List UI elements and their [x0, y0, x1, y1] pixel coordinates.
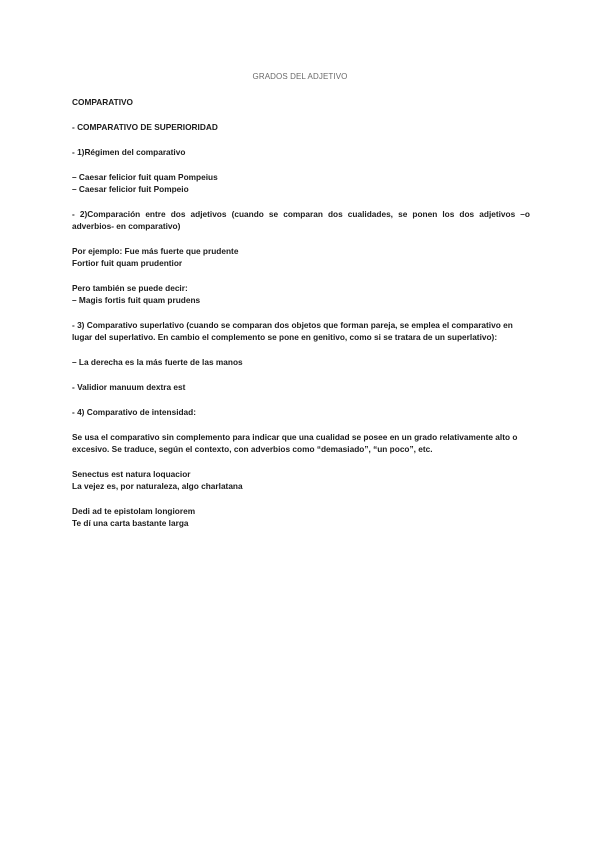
- item3-example: – La derecha es la más fuerte de las manos: [72, 357, 243, 367]
- item1-heading: - 1)Régimen del comparativo: [72, 147, 186, 157]
- section-heading: COMPARATIVO: [72, 97, 133, 107]
- item1-example-2: – Caesar felicior fuit Pompeio: [72, 184, 189, 194]
- item1-example-1: – Caesar felicior fuit quam Pompeius: [72, 172, 218, 182]
- example-intro: Por ejemplo: Fue más fuerte que prudente: [72, 246, 239, 256]
- example4a-latin: Senectus est natura loquacior: [72, 469, 191, 479]
- item3-latin: - Validior manuum dextra est: [72, 382, 186, 392]
- example4a-translation: La vejez es, por naturaleza, algo charlatana: [72, 481, 243, 491]
- item4-text: Se usa el comparativo sin complemento para indicar que una cualidad se posee en un grado relativamente alto o excesivo. Se traduce, según el contexto, con adverbios como “demasiado”, “un poco”, etc.: [72, 432, 518, 454]
- item2-text: - 2)Comparación entre dos adjetivos (cuando se comparan dos cualidades, se ponen los dos adjetivos –o adverbios- en comparativo): [72, 209, 530, 231]
- item4-heading: - 4) Comparativo de intensidad:: [72, 407, 197, 417]
- also-intro: Pero también se puede decir:: [72, 283, 188, 293]
- example4b-latin: Dedi ad te epistolam longiorem: [72, 506, 196, 516]
- subheading: - COMPARATIVO DE SUPERIORIDAD: [72, 122, 218, 132]
- item3-text: - 3) Comparativo superlativo (cuando se comparan dos objetos que forman pareja, se emplea el comparativo en lugar del superlativo. En cambio el complemento se pone en genitivo, como si se tratara de un superlativo):: [72, 320, 513, 342]
- document-body: [72, 96, 530, 529]
- example-latin: Fortior fuit quam prudentior: [72, 258, 183, 268]
- example4b-translation: Te dí una carta bastante larga: [72, 518, 189, 528]
- also-latin: – Magis fortis fuit quam prudens: [72, 295, 201, 305]
- document-title: GRADOS DEL ADJETIVO: [252, 72, 348, 81]
